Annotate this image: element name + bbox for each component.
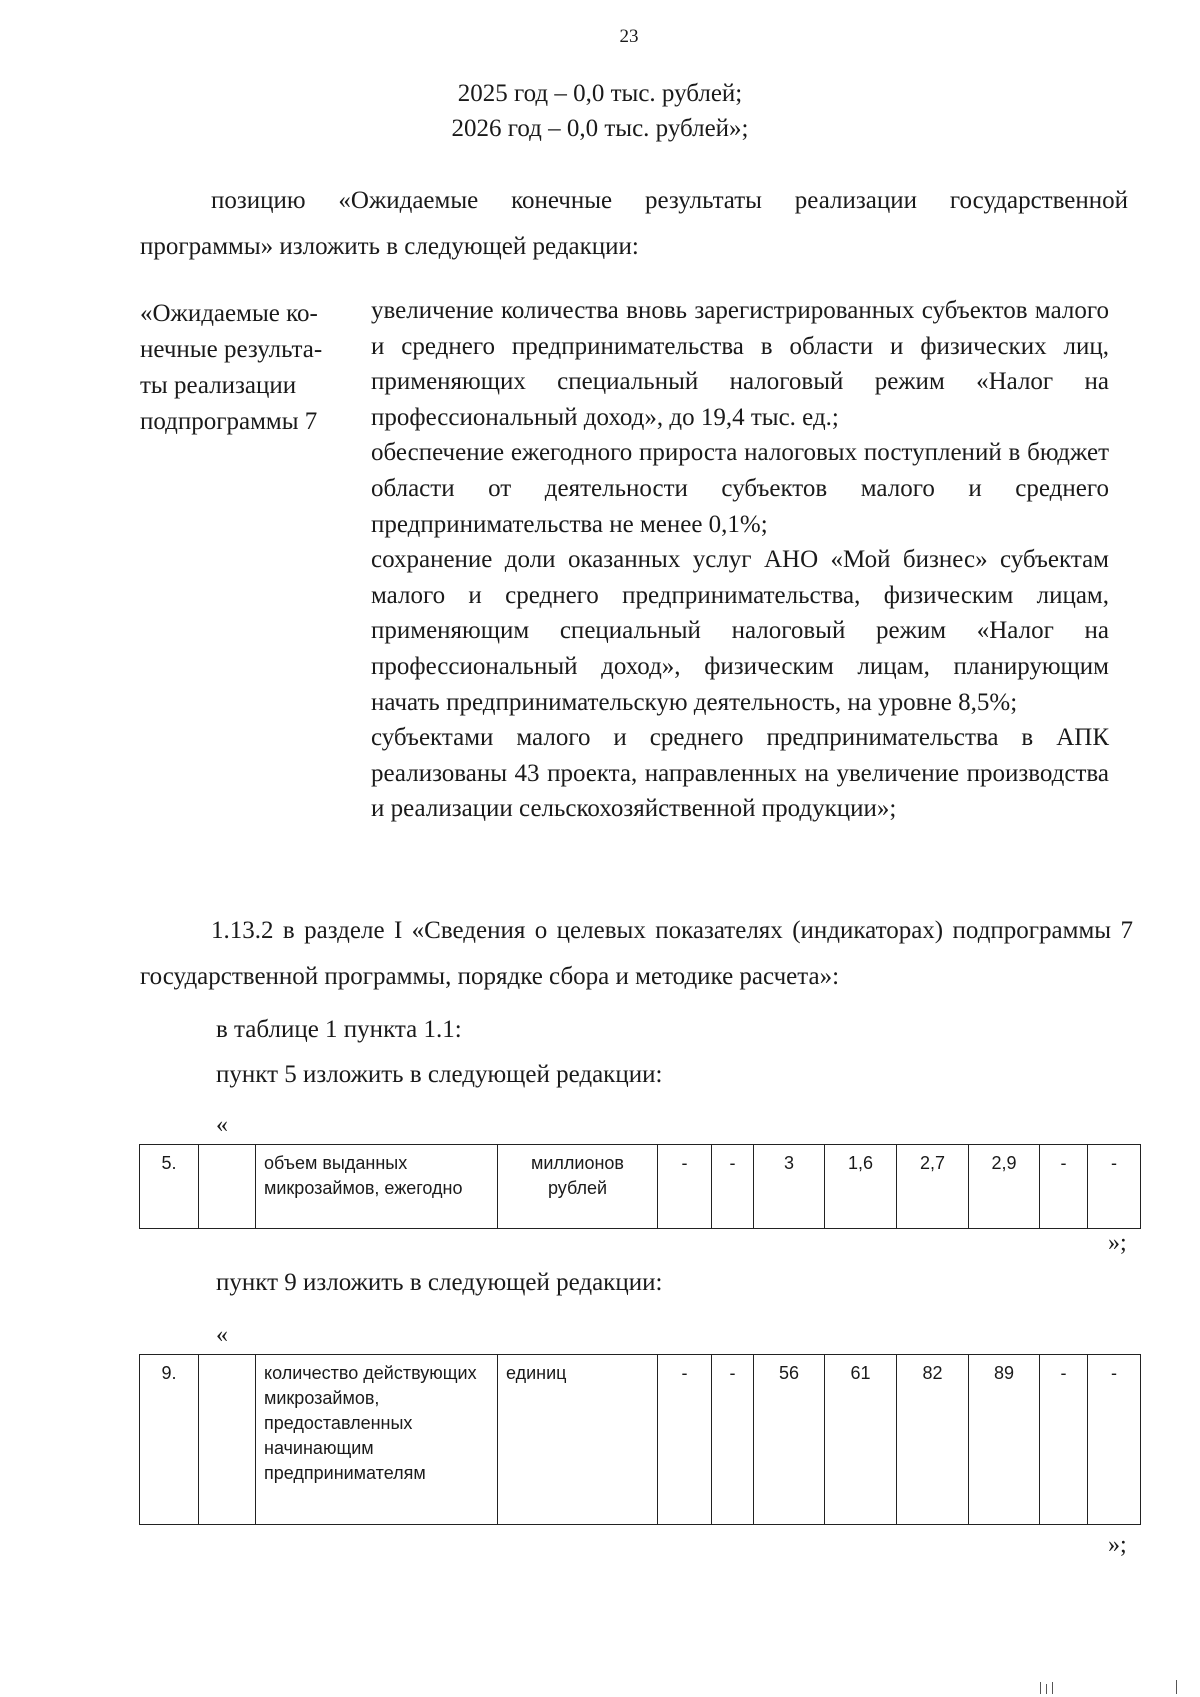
value-cell: 61 [825,1355,897,1525]
value-cell: 82 [897,1355,969,1525]
value-cell: - [1088,1145,1141,1229]
unit-cell: единиц [498,1355,658,1525]
indicator-description: количество действующих микрозаймов, предоставленных начинающим предпринимателям [256,1355,498,1525]
item9-instruction: пункт 9 изложить в следующей редакции: [216,1269,663,1296]
results-label-line: «Ожидаемые ко- [140,300,318,327]
row-number: 9. [140,1355,199,1525]
value-cell: - [1088,1355,1141,1525]
result-item: увеличение количества вновь зарегистрированных субъектов малого и среднего предпринимательства в области и физических лиц, применяющих специальный налоговый режим «Налог на профессиональный доход», до 19,4 тыс. ед.; [371,297,1109,431]
section-paragraph: 1.13.2 в разделе I «Сведения о целевых показателях (индикаторах) подпрограммы 7 государственной программы, порядке сбора и методике расчета»: [140,917,1133,990]
page-number: 23 [619,26,639,47]
indicator-table-row9 [139,1354,1141,1525]
open-quote-1: « [216,1112,228,1138]
results-label [140,296,358,440]
value-cell: 1,6 [825,1145,897,1229]
result-item: сохранение доли оказанных услуг АНО «Мой бизнес» субъектам малого и среднего предпринимательства, физическим лицам, применяющим специальный налоговый режим «Налог на профессиональный доход», физическим лицам, планирующим начать предпринимательскую деятельность, на уровне 8,5%; [371,546,1109,716]
close-quote-2: »; [1108,1532,1127,1558]
open-quote-2: « [216,1322,228,1348]
table-reference: в таблице 1 пункта 1.1: [216,1016,462,1043]
item5-instruction: пункт 5 изложить в следующей редакции: [216,1061,663,1088]
table-row [140,1355,1141,1525]
result-item: обеспечение ежегодного прироста налоговых поступлений в бюджет области от деятельности субъектов малого и среднего предпринимательства не менее 0,1%; [371,439,1109,538]
results-label-line: нечные результа- [140,336,323,363]
indicator-table-row5 [139,1144,1141,1229]
value-cell: - [1040,1355,1088,1525]
results-label-line: ты реализации [140,372,297,399]
value-cell: 2,9 [969,1145,1040,1229]
value-cell: 56 [754,1355,825,1525]
value-cell: 89 [969,1355,1040,1525]
result-item: субъектами малого и среднего предпринимательства в АПК реализованы 43 проекта, направленных на увеличение производства и реализации сельскохозяйственной продукции»; [371,724,1109,823]
value-cell: 2,7 [897,1145,969,1229]
value-cell: - [712,1355,754,1525]
value-cell: - [658,1355,712,1525]
funding-line-2025: 2025 год – 0,0 тыс. рублей; [457,80,743,107]
intro-paragraph: позицию «Ожидаемые конечные результаты реализации государственной программы» изложить в следующей редакции: [140,187,1128,260]
scan-mark [1052,1682,1053,1694]
scan-mark [1046,1684,1047,1694]
close-quote-1: »; [1108,1230,1127,1256]
row-number: 5. [140,1145,199,1229]
scan-mark [1040,1682,1041,1694]
table-row [140,1145,1141,1229]
value-cell: 3 [754,1145,825,1229]
blank-cell [199,1145,256,1229]
indicator-description: объем выданных микрозаймов, ежегодно [256,1145,498,1229]
unit-cell: миллионов рублей [498,1145,658,1229]
scan-mark [1176,1680,1177,1694]
value-cell: - [658,1145,712,1229]
value-cell: - [1040,1145,1088,1229]
value-cell: - [712,1145,754,1229]
results-text [371,293,1109,827]
results-label-line: подпрограммы 7 [140,408,318,435]
funding-line-2026: 2026 год – 0,0 тыс. рублей»; [451,115,749,142]
blank-cell [199,1355,256,1525]
